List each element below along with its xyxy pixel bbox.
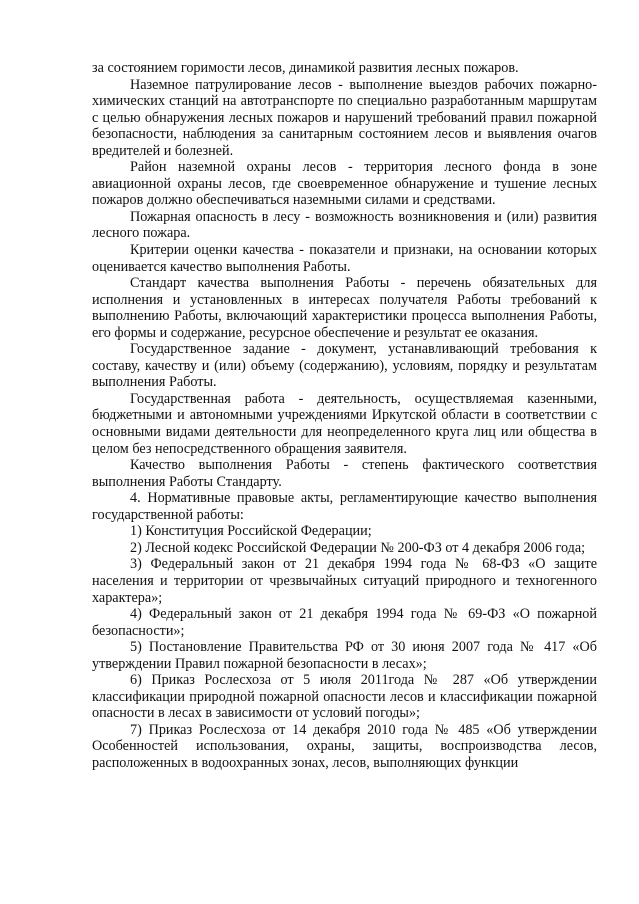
definition-work-quality: Качество выполнения Работы - степень фактического соответствия выполнения Работы Стандарту. [92, 457, 597, 490]
section-heading-regulations: 4. Нормативные правовые акты, регламентирующие качество выполнения государственной работы: [92, 490, 597, 523]
regulation-item: 2) Лесной кодекс Российской Федерации № 200-ФЗ от 4 декабря 2006 года; [130, 539, 586, 556]
regulation-item: 1) Конституция Российской Федерации; [130, 523, 372, 540]
definition-state-assignment: Государственное задание - документ, устанавливающий требования к составу, качеству и (или) объему (содержанию), условиям, порядку и результатам выполнения Работы. [92, 341, 597, 391]
document-page [92, 60, 597, 772]
regulation-item: 3) Федеральный закон от 21 декабря 1994 года № 68-ФЗ «О защите населения и территории от чрезвычайных ситуаций природного и техногенного характера»; [92, 556, 597, 606]
definition-ground-protection-area: Район наземной охраны лесов - территория лесного фонда в зоне авиационной охраны лесов, где своевременное обнаружение и тушение лесных пожаров должно обеспечиваться наземными силами и средствами. [92, 159, 597, 209]
definition-fire-danger: Пожарная опасность в лесу - возможность возникновения и (или) развития лесного пожара. [92, 208, 597, 242]
definition-state-work: Государственная работа - деятельность, осуществляемая казенными, бюджетными и автономными учреждениями Иркутской области в соответствии с основными видами деятельности для неопределенного круга лиц или общества в целом без непосредственного обращения заявителя. [92, 390, 597, 457]
regulation-item: 4) Федеральный закон от 21 декабря 1994 года № 69-ФЗ «О пожарной безопасности»; [92, 606, 597, 639]
regulation-item: 5) Постановление Правительства РФ от 30 июня 2007 года № 417 «Об утверждении Правил пожарной безопасности в лесах»; [92, 639, 597, 672]
definition-ground-patrol: Наземное патрулирование лесов - выполнение выездов рабочих пожарно-химических станций на автотранспорте по специально разработанным маршрутам с целью обнаружения лесных пожаров и нарушений требований правил пожарной безопасности, наблюдения за санитарным состоянием лесов и выявления очагов вредителей и болезней. [92, 76, 597, 159]
regulation-item: 6) Приказ Рослесхоза от 5 июля 2011года № 287 «Об утверждении классификации природной пожарной опасности лесов и классификации пожарной опасности в лесах в зависимости от условий погоды»; [92, 672, 597, 722]
paragraph-continuation: за состоянием горимости лесов, динамикой развития лесных пожаров. [92, 60, 519, 76]
regulation-item: 7) Приказ Рослесхоза от 14 декабря 2010 года № 485 «Об утверждении Особенностей использования, охраны, защиты, воспроизводства лесов, расположенных в водоохранных зонах, лесов, выполняющих функции [92, 721, 597, 771]
definition-quality-criteria: Критерии оценки качества - показатели и признаки, на основании которых оценивается качество выполнения Работы. [92, 242, 597, 275]
definition-quality-standard: Стандарт качества выполнения Работы - перечень обязательных для исполнения и установленных в интересах получателя Работы требований к выполнению Работы, включающий характеристики процесса выполнения Работы, его формы и содержание, ресурсное обеспечение и результат ее оказания. [92, 275, 597, 341]
